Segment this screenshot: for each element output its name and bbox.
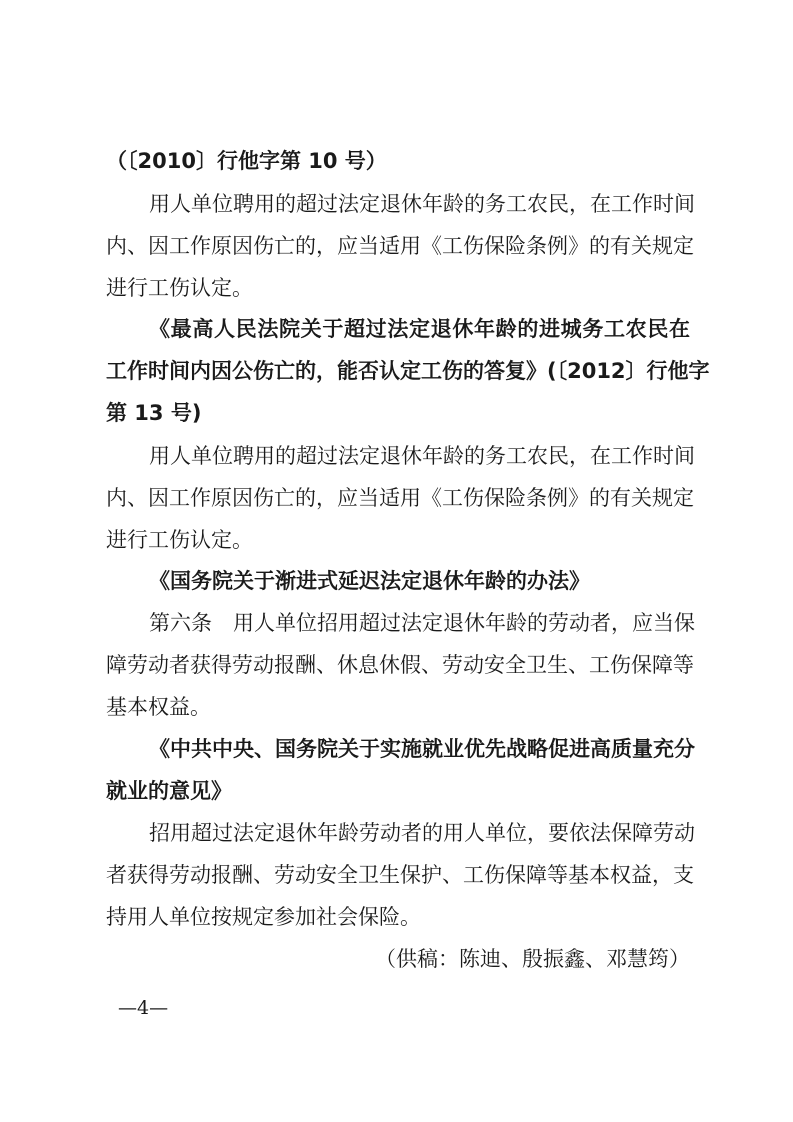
paragraph-line: 招用超过法定退休年龄劳动者的用人单位，要依法保障劳动 xyxy=(149,821,695,845)
paragraph-line: 用人单位聘用的超过法定退休年龄的务工农民，在工作时间 xyxy=(149,444,695,468)
section-heading: 就业的意见》 xyxy=(106,779,232,803)
paragraph-line: 第六条 用人单位招用超过法定退休年龄的劳动者，应当保 xyxy=(149,611,695,635)
paragraph-line: 者获得劳动报酬、劳动安全卫生保护、工伤保障等基本权益，支 xyxy=(106,863,694,887)
paragraph-line: 进行工伤认定。 xyxy=(106,276,253,300)
paragraph-line: 基本权益。 xyxy=(106,695,211,719)
section-heading: 《中共中央、国务院关于实施就业优先战略促进高质量充分 xyxy=(149,737,695,761)
paragraph-line: 进行工伤认定。 xyxy=(106,528,253,552)
contributor-credit: （供稿：陈迪、殷振鑫、邓慧筠） xyxy=(375,947,690,971)
case-number-reference: （〔2010〕行他字第 10 号） xyxy=(106,149,387,173)
section-heading: 《国务院关于渐进式延迟法定退休年龄的办法》 xyxy=(149,569,590,593)
paragraph-line: 内、因工作原因伤亡的，应当适用《工伤保险条例》的有关规定 xyxy=(106,486,694,510)
paragraph-line: 障劳动者获得劳动报酬、休息休假、劳动安全卫生、工伤保障等 xyxy=(106,653,694,677)
page-number: —4— xyxy=(118,997,169,1019)
section-heading: 《最高人民法院关于超过法定退休年龄的进城务工农民在 xyxy=(149,317,690,341)
section-heading: 第 13 号) xyxy=(106,401,202,425)
section-heading: 工作时间内因公伤亡的，能否认定工伤的答复》(〔2012〕行他字 xyxy=(106,359,710,383)
paragraph-line: 内、因工作原因伤亡的，应当适用《工伤保险条例》的有关规定 xyxy=(106,234,694,258)
paragraph-line: 用人单位聘用的超过法定退休年龄的务工农民，在工作时间 xyxy=(149,192,695,216)
paragraph-line: 持用人单位按规定参加社会保险。 xyxy=(106,905,421,929)
